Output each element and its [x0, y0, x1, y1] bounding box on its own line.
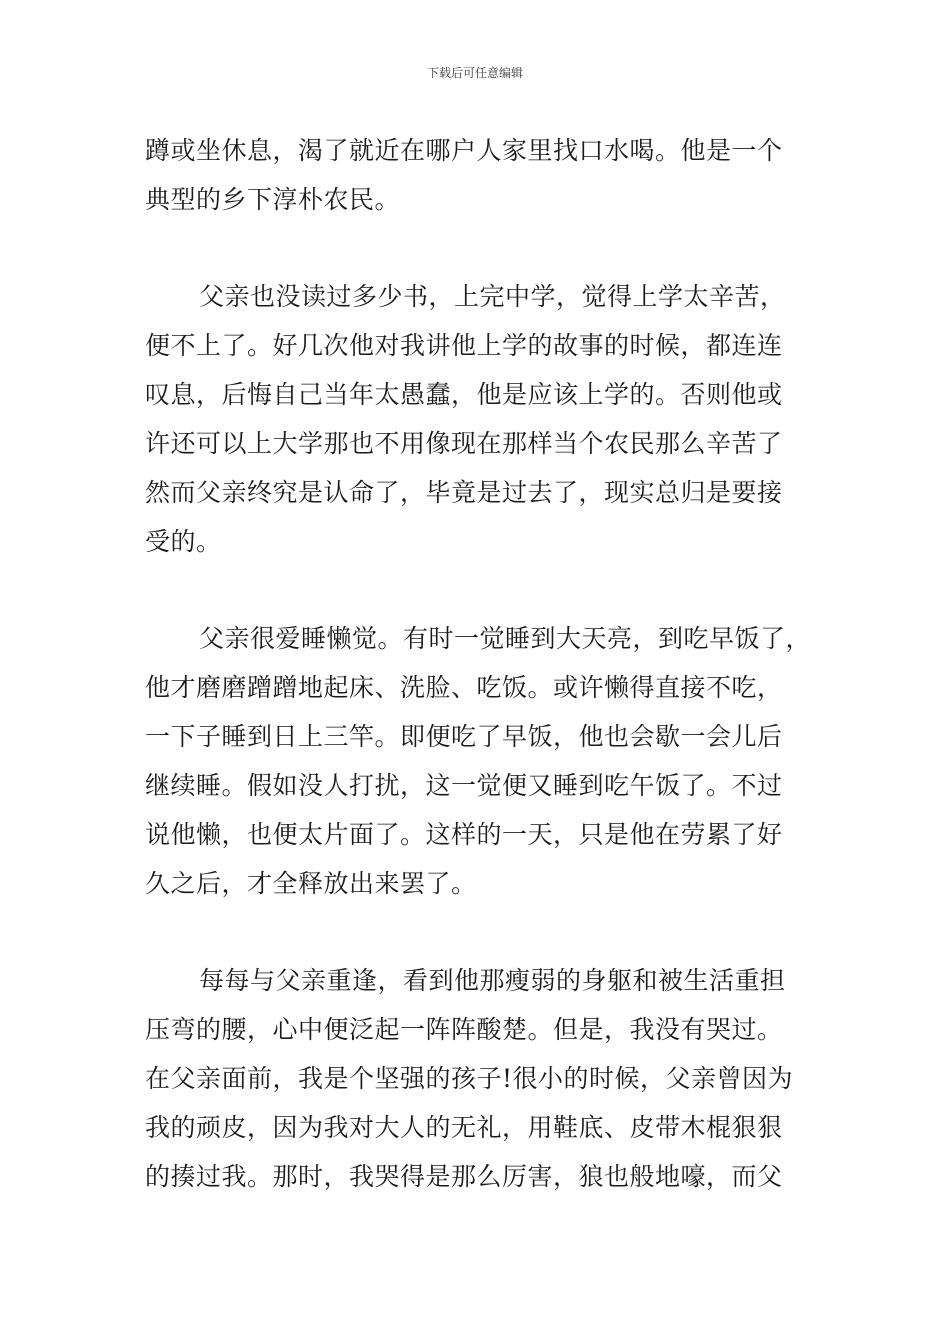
text-line: 一下子睡到日上三竿。即便吃了早饭，他也会歇一会儿后	[145, 722, 783, 751]
document-body	[145, 126, 825, 1201]
text-line: 叹息，后悔自己当年太愚蠢，他是应该上学的。否则他或	[145, 380, 783, 409]
text-line: 便不上了。好几次他对我讲他上学的故事的时候，都连连	[145, 331, 783, 360]
text-line: 继续睡。假如没人打扰，这一觉便又睡到吃午饭了。不过	[145, 771, 783, 800]
paragraph-3	[145, 614, 825, 908]
paragraph-gap	[145, 566, 825, 614]
paragraph-gap	[145, 908, 825, 956]
text-line: 我的顽皮，因为我对大人的无礼，用鞋底、皮带木棍狠狠	[145, 1113, 783, 1142]
text-line: 父亲也没读过多少书，上完中学，觉得上学太辛苦，	[199, 282, 786, 311]
text-line: 在父亲面前，我是个坚强的孩子!很小的时候，父亲曾因为	[145, 1064, 794, 1093]
text-line: 父亲很爱睡懒觉。有时一觉睡到大天亮，到吃早饭了，	[199, 624, 812, 653]
page-header: 下载后可任意编辑	[426, 66, 523, 80]
text-line: 许还可以上大学那也不用像现在那样当个农民那么辛苦了	[145, 429, 783, 458]
text-line: 每每与父亲重逢，看到他那瘦弱的身躯和被生活重担	[199, 966, 786, 995]
text-line: 典型的乡下淳朴农民。	[145, 185, 401, 214]
paragraph-2	[145, 272, 825, 566]
text-line: 然而父亲终究是认命了，毕竟是过去了，现实总归是要接	[145, 478, 783, 507]
text-line: 受的。	[145, 527, 222, 556]
text-line: 蹲或坐休息，渴了就近在哪户人家里找口水喝。他是一个	[145, 136, 783, 165]
paragraph-1	[145, 126, 825, 224]
paragraph-gap	[145, 224, 825, 272]
text-line: 久之后，才全释放出来罢了。	[145, 869, 477, 898]
text-line: 的揍过我。那时，我哭得是那么厉害，狼也般地嚎，而父	[145, 1162, 783, 1191]
paragraph-4	[145, 956, 825, 1201]
text-line: 说他懒，也便太片面了。这样的一天，只是他在劳累了好	[145, 820, 783, 849]
text-line: 压弯的腰，心中便泛起一阵阵酸楚。但是，我没有哭过。	[145, 1015, 783, 1044]
text-line: 他才磨磨蹭蹭地起床、洗脸、吃饭。或许懒得直接不吃，	[145, 673, 783, 702]
